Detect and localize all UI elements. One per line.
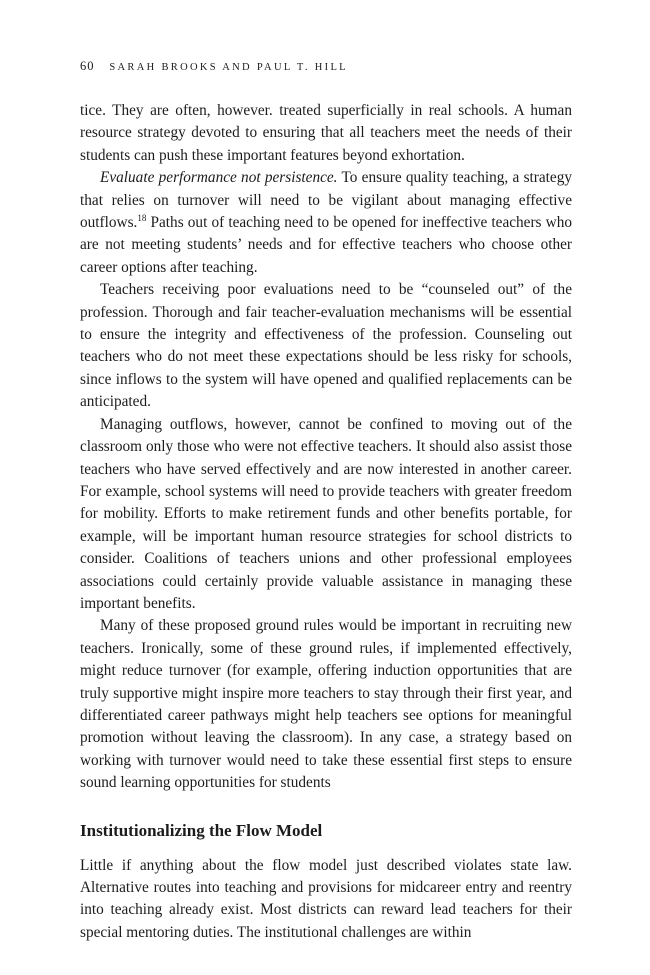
- body-text: [80, 100, 572, 944]
- section-heading: Institutionalizing the Flow Model: [80, 820, 323, 840]
- paragraph-2-text-b: Paths out of teaching need to be opened for ineffective teachers who are not meeting students’ needs and for effective teachers who choose other career options after teaching.: [80, 214, 572, 276]
- paragraph-3: Teachers receiving poor evaluations need to be “counseled out” of the profession. Thorough and fair teacher-evaluation mechanisms will be essential to ensure the integrity and effectiveness of the profession. Counseling out teachers who do not meet these expectations should be less risky for schools, since inflows to the system will have opened and qualified replacements can be anticipated.: [80, 281, 572, 411]
- italic-lead-in: Evaluate performance not persistence.: [100, 169, 338, 187]
- paragraph-5: Many of these proposed ground rules would be important in recruiting new teachers. Ironically, some of these ground rules, if implemented effectively, might reduce turnover (for example, offering induction opportunities that are truly supportive might inspire more teachers to stay through their first year, and differentiated career pathways might help teachers see options for meaningful promotion without leaving the classroom). In any case, a strategy based on working with turnover would need to take these essential first steps to ensure sound learning opportunities for students: [80, 617, 572, 792]
- paragraph-2: [80, 167, 572, 279]
- footnote-marker: 18: [137, 213, 147, 224]
- paragraph-4: Managing outflows, however, cannot be confined to moving out of the classroom only those who were not effective teachers. It should also assist those teachers who have served effectively and are now interested in another career. For example, school systems will need to provide teachers with greater freedom for mobility. Efforts to make retirement funds and other benefits portable, for example, will be important human resource strategies for school districts to consider. Coalitions of teachers unions and other professional employees associations could certainly provide valuable assistance in managing these important benefits.: [80, 415, 572, 612]
- paragraph-2-text-a: To ensure quality teaching, a strategy that relies on turnover will need to be vigilant about managing effective outflows.: [80, 169, 572, 232]
- paragraph-1: tice. They are often, however. treated superficially in real schools. A human resource strategy devoted to ensuring that all teachers meet the needs of their students can push these important features beyond exhortation.: [80, 102, 572, 164]
- book-page: [80, 56, 572, 944]
- running-head-authors: SARAH BROOKS AND PAUL T. HILL: [109, 62, 348, 73]
- section-paragraph: Little if anything about the flow model just described violates state law. Alternative routes into teaching and provisions for midcareer entry and reentry into teaching already exist. Most districts can reward lead teachers for their special mentoring duties. The institutional challenges are within: [80, 856, 572, 941]
- page-number: 60: [80, 59, 95, 73]
- running-head: [80, 56, 572, 78]
